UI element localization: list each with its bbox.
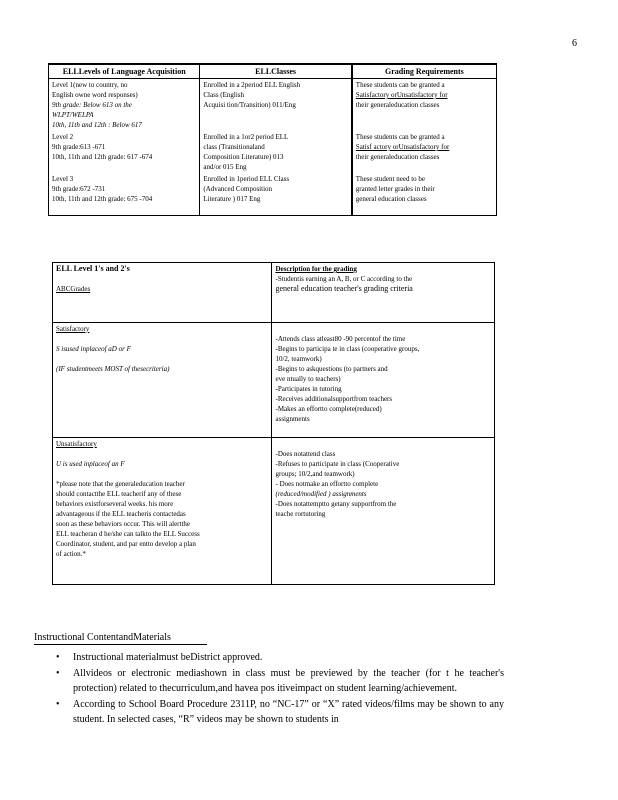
cell-line: and/or 015 Eng [203,163,247,171]
cell-line: 10th, 11th and 12th grade: 617 -674 [52,153,153,161]
abc-grades-cell [53,263,272,323]
list-item [52,666,504,696]
cell-line: -Begins to askquestions (to partners and [275,365,388,373]
cell-title: Satisfactory [56,325,90,333]
grading-cell [352,173,497,216]
unsatisfactory-criteria-cell [272,438,495,585]
table-row [53,263,495,323]
table-row [49,79,497,132]
section-heading: Instructional ContentandMaterials [34,632,207,645]
cell-line: Enrolled in a 2period ELL English [203,81,301,89]
abc-description-cell [272,263,495,323]
cell-line: 10th, 11th and 12th grade: 675 -704 [52,195,153,203]
cell-line: Enrolled in a 1or2 period ELL [203,133,289,141]
cell-line: general education classes [355,195,427,203]
cell-line: -Does notattend class [275,450,336,458]
cell-line: -Begins to participa te in class (cooperative groups, [275,345,420,353]
cell-line: their generaleducation classes [355,101,440,109]
cell-line: These students can be granted a [355,81,445,89]
table-row [49,173,497,216]
cell-line: S isused inplaceof aD or F [56,345,131,353]
bullet-icon: • [56,699,60,710]
cell-line: eve ntually to teachers) [275,375,341,383]
cell-line: These students can be granted a [355,133,445,141]
cell-line: groups; 10/2,and teamwork) [275,470,355,478]
cell-line: Level 2 [52,133,74,141]
cell-line: Composition Literature) 013 [203,153,284,161]
cell-line: Level 1(new to country, no [52,81,128,89]
cell-line: Coordinator, student, and par entto develop a plan [56,540,196,548]
cell-line: (Advanced Composition [203,185,273,193]
cell-title: Description for the grading [275,265,357,273]
cell-line: 9th grade:613 -671 [52,143,106,151]
cell-line: behaviors existforseveral weeks. his more [56,500,174,508]
cell-line: -Receives additionalsupportfrom teachers [275,395,393,403]
grading-description-table [52,262,495,585]
cell-line: *please note that the generaleducation teacher [56,480,185,488]
cell-line: advantageous if the ELL teacheris contactedas [56,510,186,518]
cell-line: their generaleducation classes [355,153,440,161]
cell-line: 9th grade: Below 613 on the [52,101,132,109]
list-item-text: According to School Board Procedure 2311P, no “NC-17” or “X” rated videos/films may be shown to any student. In selected cases, “R” videos may be shown to students in [73,699,504,725]
table-row [49,131,497,173]
cell-line: should contactthe ELL teacherif any of these [56,490,182,498]
grading-cell [352,79,497,132]
cell-line: granted letter grades in their [355,185,435,193]
unsatisfactory-cell [53,438,272,585]
classes-cell [200,131,352,173]
level-cell [49,173,200,216]
cell-line: soon as these behaviors occur. This will alertthe [56,520,191,528]
cell-line: Enrolled in 1period ELL Class [203,175,290,183]
cell-line: WLPT/WELPA [52,111,94,119]
table-row [53,438,495,585]
cell-line: 10th, 11th and 12th : Below 617 [52,121,142,129]
table-row [53,323,495,438]
cell-line: (IF studentmeets MOST of thesecriteria) [56,365,170,373]
page-number: 6 [572,38,577,49]
cell-line: Satisf actory orUnsatisfactory for [355,143,450,151]
cell-line: 9th grade:672 -731 [52,185,106,193]
cell-line: Level 3 [52,175,74,183]
cell-line: Satisfactory orUnsatisfactory for [355,91,448,99]
cell-title: Unsatisfactory [56,440,97,448]
header-grading: Grading Requirements [352,64,497,79]
list-item [52,650,504,665]
cell-line: general education teacher's grading criteria [275,284,413,293]
cell-line: -Attends class atleast80 -90 percentof the time [275,335,406,343]
cell-line: Literature ) 017 Eng [203,195,261,203]
header-classes: ELLClasses [200,64,352,79]
cell-line: teache rortutoring [275,510,326,518]
cell-line: -Refuses to participate in class (Cooperative [275,460,400,468]
list-item-text: Allvideos or electronic mediashown in class must be previewed by the teacher (for t he teacher's protection) related to thecurriculum,and havea pos itiveimpact on student learning/achievement. [73,668,504,694]
list-item-text: Instructional materialmust beDistrict approved. [73,652,263,663]
cell-line: (reduced/modified ) assignments [275,490,367,498]
ell-levels-table [48,63,497,216]
cell-line: English owne word responses) [52,91,138,99]
level-cell [49,131,200,173]
header-levels: ELLLevels of Language Acquisition [49,64,200,79]
cell-line: -Makes an effortto complete(reduced) [275,405,382,413]
cell-line: Class (English [203,91,245,99]
list-item [52,697,504,727]
cell-line: -Studentis earning an A, B, or C according to the [275,275,413,283]
satisfactory-cell [53,323,272,438]
cell-line: U is used inplaceof an F [56,460,125,468]
cell-title: ELL Level 1's and 2's [56,264,130,273]
bullet-list [52,650,504,728]
grading-cell [352,131,497,173]
bullet-icon: • [56,652,60,663]
bullet-icon: • [56,668,60,679]
cell-line: class (Transitionaland [203,143,265,151]
satisfactory-criteria-cell [272,323,495,438]
cell-line: - Does notmake an effortto complete [275,480,379,488]
cell-line: -Participates in tutoring [275,385,342,393]
cell-line: These student need to be [355,175,425,183]
cell-line: ELL teacheran d he/she can talkto the ELL Success [56,530,200,538]
cell-line: -Does notattemptto getany supportfrom the [275,500,397,508]
level-cell [49,79,200,132]
classes-cell [200,79,352,132]
cell-line: assignments [275,415,310,423]
cell-line: of action.* [56,550,86,558]
cell-subtitle: ABCGrades [56,285,91,293]
table-header-row [49,64,497,79]
cell-line: 10/2, teamwork) [275,355,322,363]
classes-cell [200,173,352,216]
cell-line: Acquisi tion/Transition) 011/Eng [203,101,296,109]
